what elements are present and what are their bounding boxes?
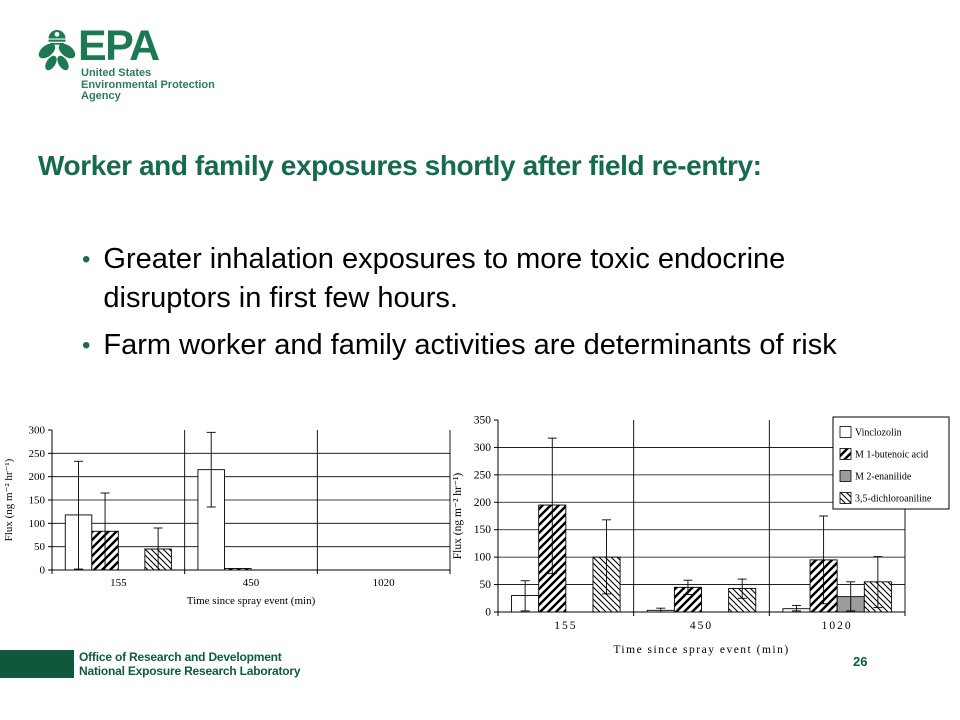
svg-text:450: 450 xyxy=(242,577,260,589)
svg-text:450: 450 xyxy=(689,620,714,632)
svg-text:200: 200 xyxy=(473,496,491,509)
svg-text:150: 150 xyxy=(473,524,491,537)
svg-text:1020: 1020 xyxy=(372,577,395,589)
flux-bar-chart-right xyxy=(445,403,960,668)
svg-text:155: 155 xyxy=(554,620,578,632)
svg-text:0: 0 xyxy=(39,564,45,577)
svg-text:Time since spray event (min): Time since spray event (min) xyxy=(186,595,316,607)
svg-text:1020: 1020 xyxy=(821,620,853,632)
svg-text:100: 100 xyxy=(473,551,491,564)
svg-text:M 2-enanilide: M 2-enanilide xyxy=(855,471,912,483)
flux-bar-chart-left xyxy=(0,416,465,621)
svg-text:250: 250 xyxy=(473,469,491,482)
footer-org xyxy=(79,650,300,678)
svg-text:50: 50 xyxy=(479,579,491,592)
footer-line1: Office of Research and Development xyxy=(79,650,282,664)
epa-logo-text: EPA xyxy=(78,22,159,70)
bullet-item xyxy=(82,326,870,365)
svg-text:155: 155 xyxy=(110,577,127,589)
epa-logo-subtext xyxy=(81,68,215,103)
svg-text:350: 350 xyxy=(473,414,491,427)
svg-text:M 1-butenoic acid: M 1-butenoic acid xyxy=(855,449,929,461)
slide-title: Worker and family exposures shortly after field re-entry: xyxy=(38,150,762,181)
svg-text:3,5-dichloroaniline: 3,5-dichloroaniline xyxy=(855,493,932,505)
footer-line2: National Exposure Research Laboratory xyxy=(79,664,301,678)
svg-text:300: 300 xyxy=(28,424,45,437)
svg-text:Time since spray event (min): Time since spray event (min) xyxy=(613,644,790,656)
epa-logo xyxy=(38,22,215,103)
svg-text:300: 300 xyxy=(473,441,491,454)
page-number: 26 xyxy=(853,654,868,669)
epa-sub-line: Environmental Protection xyxy=(81,78,215,91)
epa-sub-line: United States xyxy=(81,67,152,79)
svg-text:150: 150 xyxy=(28,494,45,507)
bullet-text: Farm worker and family activities are determinants of risk xyxy=(103,329,837,362)
svg-text:100: 100 xyxy=(28,517,45,530)
bullet-icon: • xyxy=(82,246,91,273)
bullet-list xyxy=(82,240,870,373)
bullet-text: Greater inhalation exposures to more toxic endocrine disruptors in first few hours. xyxy=(103,243,786,315)
footer-accent-bar xyxy=(0,650,74,678)
svg-text:Flux (ng m⁻² hr⁻¹): Flux (ng m⁻² hr⁻¹) xyxy=(3,458,15,542)
bullet-item xyxy=(82,240,870,318)
bullet-icon: • xyxy=(82,332,91,360)
svg-text:200: 200 xyxy=(28,471,45,484)
svg-text:250: 250 xyxy=(28,447,45,460)
svg-text:Vinclozolin: Vinclozolin xyxy=(855,427,902,439)
epa-sub-line: Agency xyxy=(81,90,121,102)
svg-text:50: 50 xyxy=(34,541,45,554)
svg-text:Flux (ng m⁻² hr⁻¹): Flux (ng m⁻² hr⁻¹) xyxy=(452,472,464,560)
epa-flower-icon xyxy=(38,28,76,74)
svg-text:0: 0 xyxy=(485,606,491,619)
